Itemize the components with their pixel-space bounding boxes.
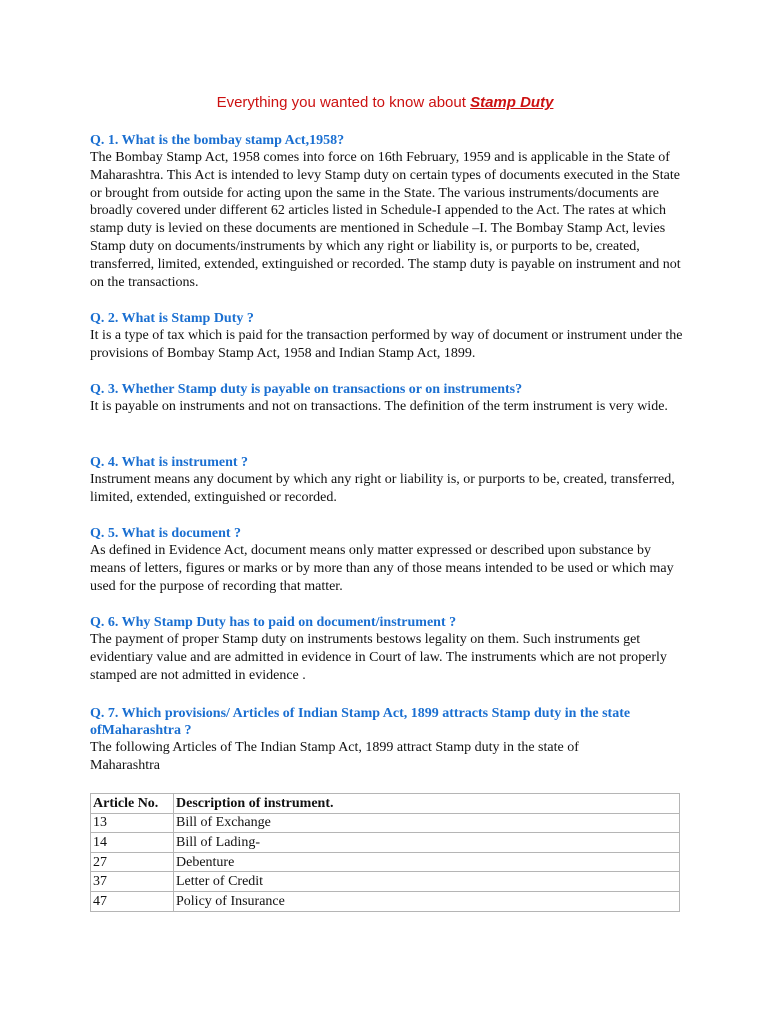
question-heading: Q. 4. What is instrument ?	[90, 455, 249, 470]
faq-item-7	[90, 705, 686, 775]
faq-item-2	[90, 310, 690, 363]
table-row	[91, 833, 680, 853]
answer-text: The payment of proper Stamp duty on instruments bestows legality on them. Such instruments get evidentiary value and are admitted in evidence in Court of law. The instruments which are not properly stamped are not admitted in evidence .	[90, 632, 667, 683]
instrument-description: Policy of Insurance	[174, 891, 680, 911]
article-number: 47	[91, 891, 174, 911]
question-heading: Q. 6. Why Stamp Duty has to paid on document/instrument ?	[90, 615, 457, 630]
column-header: Article No.	[91, 794, 174, 814]
article-number: 14	[91, 833, 174, 853]
table-row	[91, 891, 680, 911]
answer-text: The Bombay Stamp Act, 1958 comes into force on 16th February, 1959 and is applicable in the State of Maharashtra. This Act is intended to levy Stamp duty on certain types of documents executed in the State or brought from outside for acting upon the same in the State. The various instruments/documents are broadly covered under different 62 articles listed in Schedule-I appended to the Act. The rates at which stamp duty is levied on these documents are mentioned in Schedule –I. The Bombay Stamp Act, levies Stamp duty on documents/instruments by which any right or liability is, or purports to be, created, transferred, limited, extended, extinguished or recorded. The stamp duty is payable on instrument and not on the transactions.	[90, 150, 681, 290]
table-row	[91, 872, 680, 892]
column-header: Description of instrument.	[174, 794, 680, 814]
faq-item-4	[90, 454, 690, 507]
title-prefix: Everything you wanted to know about	[216, 94, 471, 111]
answer-text: As defined in Evidence Act, document means only matter expressed or described upon substance by means of letters, figures or marks or by more than any of those means intended to be used or which may used for the purpose of recording that matter.	[90, 543, 674, 594]
question-heading: Q. 3. Whether Stamp duty is payable on transactions or on instruments?	[90, 382, 523, 397]
table-row	[91, 852, 680, 872]
articles-table	[90, 793, 680, 912]
question-heading: Q. 7. Which provisions/ Articles of Indian Stamp Act, 1899 attracts Stamp duty in the state ofMaharashtra ?	[90, 706, 631, 738]
answer-text: It is a type of tax which is paid for the transaction performed by way of document or instrument under the provisions of Bombay Stamp Act, 1958 and Indian Stamp Act, 1899.	[90, 328, 683, 361]
article-number: 27	[91, 852, 174, 872]
article-number: 37	[91, 872, 174, 892]
question-heading: Q. 2. What is Stamp Duty ?	[90, 311, 254, 326]
question-heading: Q. 1. What is the bombay stamp Act,1958?	[90, 133, 345, 148]
title-emphasis: Stamp Duty	[470, 94, 554, 111]
faq-item-5	[90, 525, 690, 595]
answer-text: It is payable on instruments and not on transactions. The definition of the term instrument is very wide.	[90, 399, 668, 414]
instrument-description: Debenture	[174, 852, 680, 872]
answer-text: The following Articles of The Indian Stamp Act, 1899 attract Stamp duty in the state of Maharashtra	[90, 740, 579, 773]
instrument-description: Bill of Exchange	[174, 813, 680, 833]
question-heading: Q. 5. What is document ?	[90, 526, 242, 541]
table-header-row	[91, 794, 680, 814]
faq-item-3	[90, 381, 690, 416]
page-title	[90, 94, 680, 111]
table-row	[91, 813, 680, 833]
article-number: 13	[91, 813, 174, 833]
answer-text: Instrument means any document by which any right or liability is, or purports to be, created, transferred, limited, extended, extinguished or recorded.	[90, 472, 675, 505]
faq-item-1	[90, 132, 690, 291]
instrument-description: Bill of Lading-	[174, 833, 680, 853]
instrument-description: Letter of Credit	[174, 872, 680, 892]
faq-item-6	[90, 614, 690, 684]
